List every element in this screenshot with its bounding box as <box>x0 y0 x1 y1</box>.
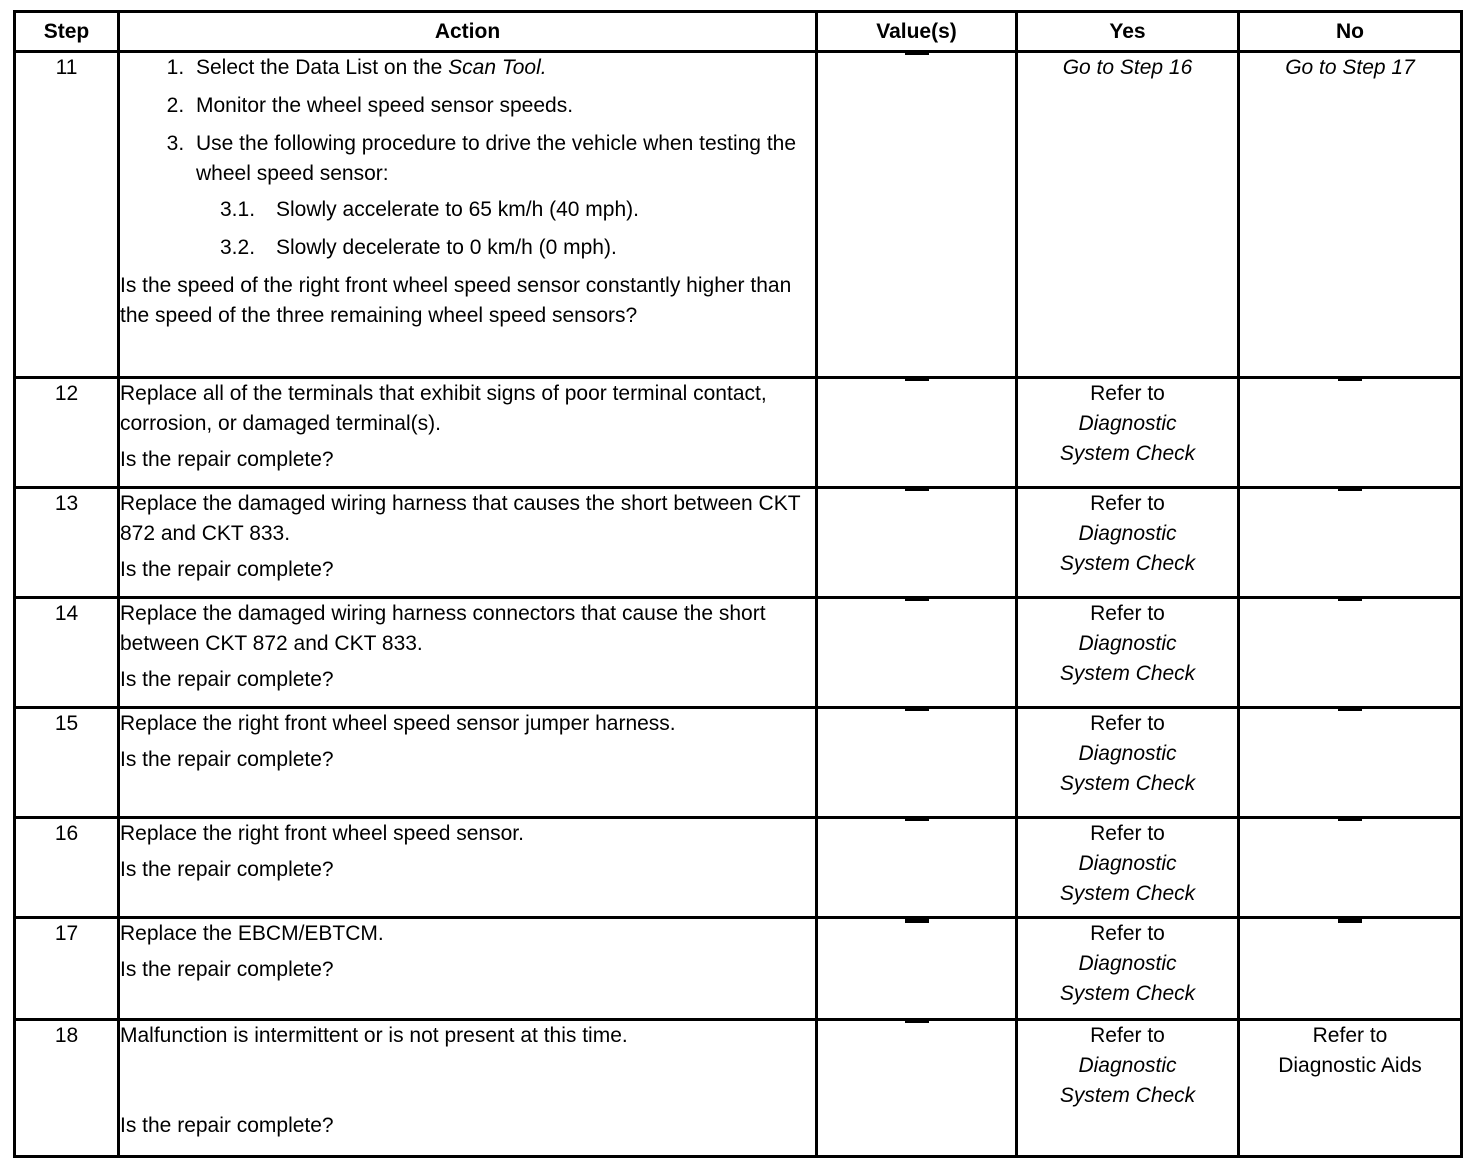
dash-mark <box>1338 709 1362 741</box>
action-text: Replace all of the terminals that exhibit signs of poor terminal contact, corrosion, or damaged terminal(s). <box>120 382 767 435</box>
question-text: Is the repair complete? <box>120 958 334 981</box>
yes-cell: Go to Step 16 <box>1017 52 1239 378</box>
action-text: Replace the EBCM/EBTCM. <box>120 922 384 945</box>
header-value: Value(s) <box>817 12 1017 52</box>
action-cell <box>119 918 817 1020</box>
no-cell <box>1239 488 1462 598</box>
dash-mark <box>905 1021 929 1053</box>
step-number: 15 <box>15 708 119 818</box>
list-item: 3.1. Slowly accelerate to 65 km/h (40 mph). <box>220 198 639 221</box>
action-cell <box>119 1020 817 1157</box>
step-number: 17 <box>15 918 119 1020</box>
yes-cell: Refer to Diagnostic System Check <box>1017 818 1239 918</box>
diagnostic-table <box>13 10 1463 1158</box>
yes-cell: Refer to Diagnostic System Check <box>1017 1020 1239 1157</box>
header-no: No <box>1239 12 1462 52</box>
value-cell <box>817 598 1017 708</box>
table-row-step-13 <box>15 488 1462 598</box>
no-cell: Refer to Diagnostic Aids <box>1239 1020 1462 1157</box>
action-text: Replace the damaged wiring harness that causes the short between CKT 872 and CKT 833. <box>120 492 801 545</box>
step-number: 12 <box>15 378 119 488</box>
table-row-step-17 <box>15 918 1462 1020</box>
dash-mark <box>905 709 929 741</box>
value-cell <box>817 378 1017 488</box>
table-row-step-12 <box>15 378 1462 488</box>
question-text: Is the repair complete? <box>120 558 334 581</box>
no-cell: Go to Step 17 <box>1239 52 1462 378</box>
no-cell <box>1239 708 1462 818</box>
value-cell <box>817 708 1017 818</box>
yes-cell: Refer to Diagnostic System Check <box>1017 708 1239 818</box>
yes-cell: Refer to Diagnostic System Check <box>1017 488 1239 598</box>
step-number: 13 <box>15 488 119 598</box>
action-text: Malfunction is intermittent or is not present at this time. <box>120 1024 628 1047</box>
question-text: Is the speed of the right front wheel speed sensor constantly higher than the speed of the three remaining wheel speed sensors? <box>120 274 792 327</box>
action-cell <box>119 488 817 598</box>
dash-mark <box>1338 489 1362 521</box>
action-cell <box>119 818 817 918</box>
dash-mark <box>1338 599 1362 631</box>
list-item: 2. Monitor the wheel speed sensor speeds. <box>190 91 815 121</box>
procedure-list <box>120 53 815 263</box>
no-cell <box>1239 378 1462 488</box>
step-number: 11 <box>15 52 119 378</box>
no-cell <box>1239 598 1462 708</box>
dash-mark <box>905 599 929 631</box>
header-yes: Yes <box>1017 12 1239 52</box>
table-row-step-18 <box>15 1020 1462 1157</box>
value-cell <box>817 918 1017 1020</box>
dash-mark <box>905 819 929 851</box>
dash-mark <box>1338 819 1362 851</box>
list-item: 3.2. Slowly decelerate to 0 km/h (0 mph). <box>220 236 617 259</box>
action-cell <box>119 378 817 488</box>
table-row-step-15 <box>15 708 1462 818</box>
value-cell <box>817 1020 1017 1157</box>
action-cell <box>119 598 817 708</box>
action-cell <box>119 52 817 378</box>
action-text: Replace the damaged wiring harness connectors that cause the short between CKT 872 and CKT 833. <box>120 602 766 655</box>
action-cell <box>119 708 817 818</box>
sub-procedure-list <box>196 195 815 263</box>
question-text: Is the repair complete? <box>120 668 334 691</box>
yes-cell: Refer to Diagnostic System Check <box>1017 918 1239 1020</box>
list-item: 1. Select the Data List on the Scan Tool. <box>190 53 815 83</box>
step-number: 18 <box>15 1020 119 1157</box>
no-cell <box>1239 818 1462 918</box>
header-action: Action <box>119 12 817 52</box>
table-row-step-14 <box>15 598 1462 708</box>
action-text: Replace the right front wheel speed sensor. <box>120 822 524 845</box>
dash-mark <box>905 379 929 411</box>
value-cell <box>817 488 1017 598</box>
dash-mark <box>905 53 929 85</box>
yes-cell: Refer to Diagnostic System Check <box>1017 598 1239 708</box>
dash-mark <box>1338 379 1362 411</box>
table-row-step-16 <box>15 818 1462 918</box>
list-item: 3. Use the following procedure to drive the vehicle when testing the wheel speed sensor: 3.1. Slowly accelerate to 65 km/h (40 mph). 3.2. Slowly decelerate to 0 km/h (0 mph). <box>190 129 815 263</box>
question-text: Is the repair complete? <box>120 448 334 471</box>
question-text: Is the repair complete? <box>120 748 334 771</box>
step-number: 16 <box>15 818 119 918</box>
dash-mark <box>905 489 929 521</box>
value-cell <box>817 818 1017 918</box>
question-text: Is the repair complete? <box>120 858 334 881</box>
step-number: 14 <box>15 598 119 708</box>
header-row <box>15 12 1462 52</box>
no-cell <box>1239 918 1462 1020</box>
dash-mark <box>905 919 929 953</box>
table-row-step-11 <box>15 52 1462 378</box>
yes-cell: Refer to Diagnostic System Check <box>1017 378 1239 488</box>
header-step: Step <box>15 12 119 52</box>
question-text: Is the repair complete? <box>120 1114 334 1137</box>
action-text: Replace the right front wheel speed sensor jumper harness. <box>120 712 676 735</box>
dash-mark <box>1338 919 1362 953</box>
value-cell <box>817 52 1017 378</box>
